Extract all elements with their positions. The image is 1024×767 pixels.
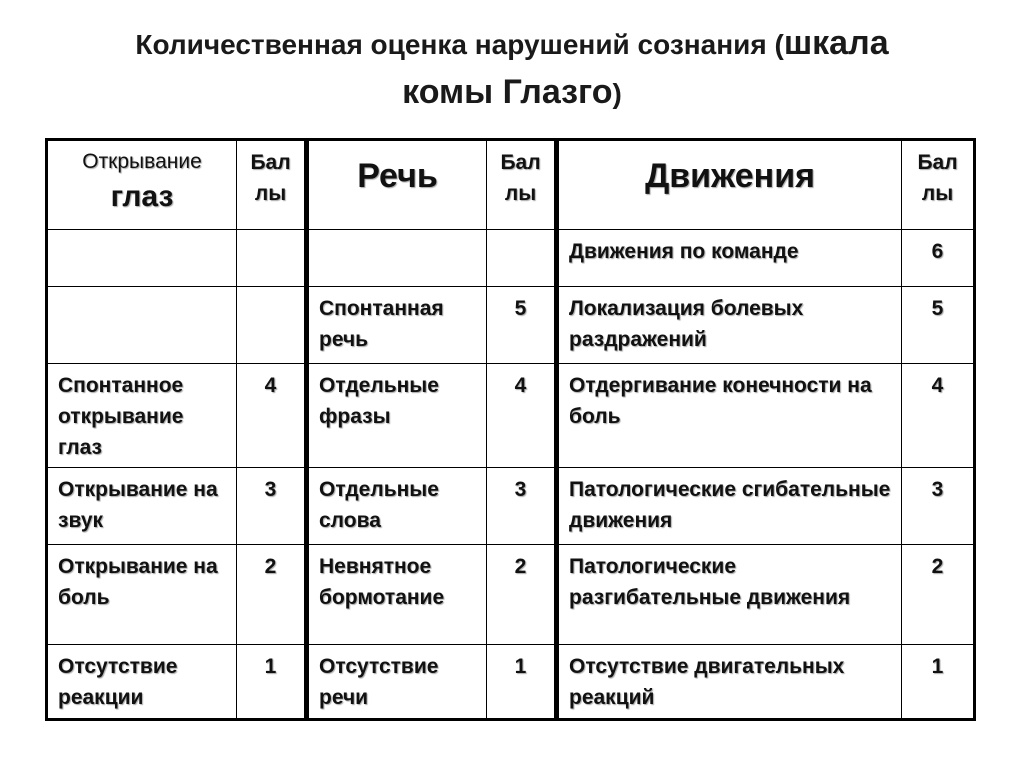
header-speech-label: Речь: [357, 157, 438, 195]
motor-cell: Отсутствие двигательных реакций: [557, 645, 902, 720]
speech-points-cell: [487, 230, 557, 287]
eyes-points-cell: [237, 230, 307, 287]
title-part2: шкала: [783, 24, 889, 62]
speech-cell: [307, 230, 487, 287]
header-motor-points: Бал лы: [902, 140, 975, 230]
slide-title: [60, 22, 964, 120]
speech-points-cell: 3: [487, 468, 557, 545]
speech-points-cell: 1: [487, 645, 557, 720]
speech-cell: Отсутствие речи: [307, 645, 487, 720]
motor-cell: Патологические разгибательные движения: [557, 545, 902, 645]
eyes-points-cell: 4: [237, 364, 307, 468]
table-row: [47, 287, 975, 364]
eyes-cell: [47, 230, 237, 287]
eyes-points-cell: 3: [237, 468, 307, 545]
table-row: [47, 364, 975, 468]
speech-cell: Отдельные фразы: [307, 364, 487, 468]
eyes-cell: Открывание на звук: [47, 468, 237, 545]
eyes-points-cell: [237, 287, 307, 364]
header-row: [47, 140, 975, 230]
speech-points-cell: 4: [487, 364, 557, 468]
header-eyes-points: Бал лы: [237, 140, 307, 230]
eyes-cell: Отсутствие реакции: [47, 645, 237, 720]
motor-cell: Отдергивание конечности на боль: [557, 364, 902, 468]
motor-cell: Патологические сгибательные движения: [557, 468, 902, 545]
header-speech: [307, 140, 487, 230]
header-motor: [557, 140, 902, 230]
motor-points-cell: 4: [902, 364, 975, 468]
header-eyes-line2: глаз: [110, 180, 174, 213]
eyes-cell: [47, 287, 237, 364]
table-row: [47, 468, 975, 545]
motor-points-cell: 5: [902, 287, 975, 364]
eyes-points-cell: 2: [237, 545, 307, 645]
header-eyes-line1: Открывание: [82, 150, 202, 173]
motor-points-cell: 6: [902, 230, 975, 287]
title-part4: ): [612, 78, 622, 109]
table-row: [47, 645, 975, 720]
header-speech-points: Бал лы: [487, 140, 557, 230]
eyes-cell: Спонтанное открывание глаз: [47, 364, 237, 468]
speech-cell: Спонтанная речь: [307, 287, 487, 364]
header-motor-label: Движения: [645, 157, 815, 195]
table-row: [47, 545, 975, 645]
eyes-cell: Открывание на боль: [47, 545, 237, 645]
glasgow-coma-scale-table: [45, 138, 976, 721]
motor-points-cell: 2: [902, 545, 975, 645]
motor-cell: Локализация болевых раздражений: [557, 287, 902, 364]
speech-cell: Невнятное бормотание: [307, 545, 487, 645]
title-part3: комы Глазго: [402, 73, 613, 111]
motor-points-cell: 3: [902, 468, 975, 545]
speech-points-cell: 2: [487, 545, 557, 645]
title-part1: Количественная оценка нарушений сознания (: [135, 29, 784, 60]
eyes-points-cell: 1: [237, 645, 307, 720]
speech-cell: Отдельные слова: [307, 468, 487, 545]
table-row: [47, 230, 975, 287]
header-eyes: [47, 140, 237, 230]
motor-cell: Движения по команде: [557, 230, 902, 287]
speech-points-cell: 5: [487, 287, 557, 364]
motor-points-cell: 1: [902, 645, 975, 720]
